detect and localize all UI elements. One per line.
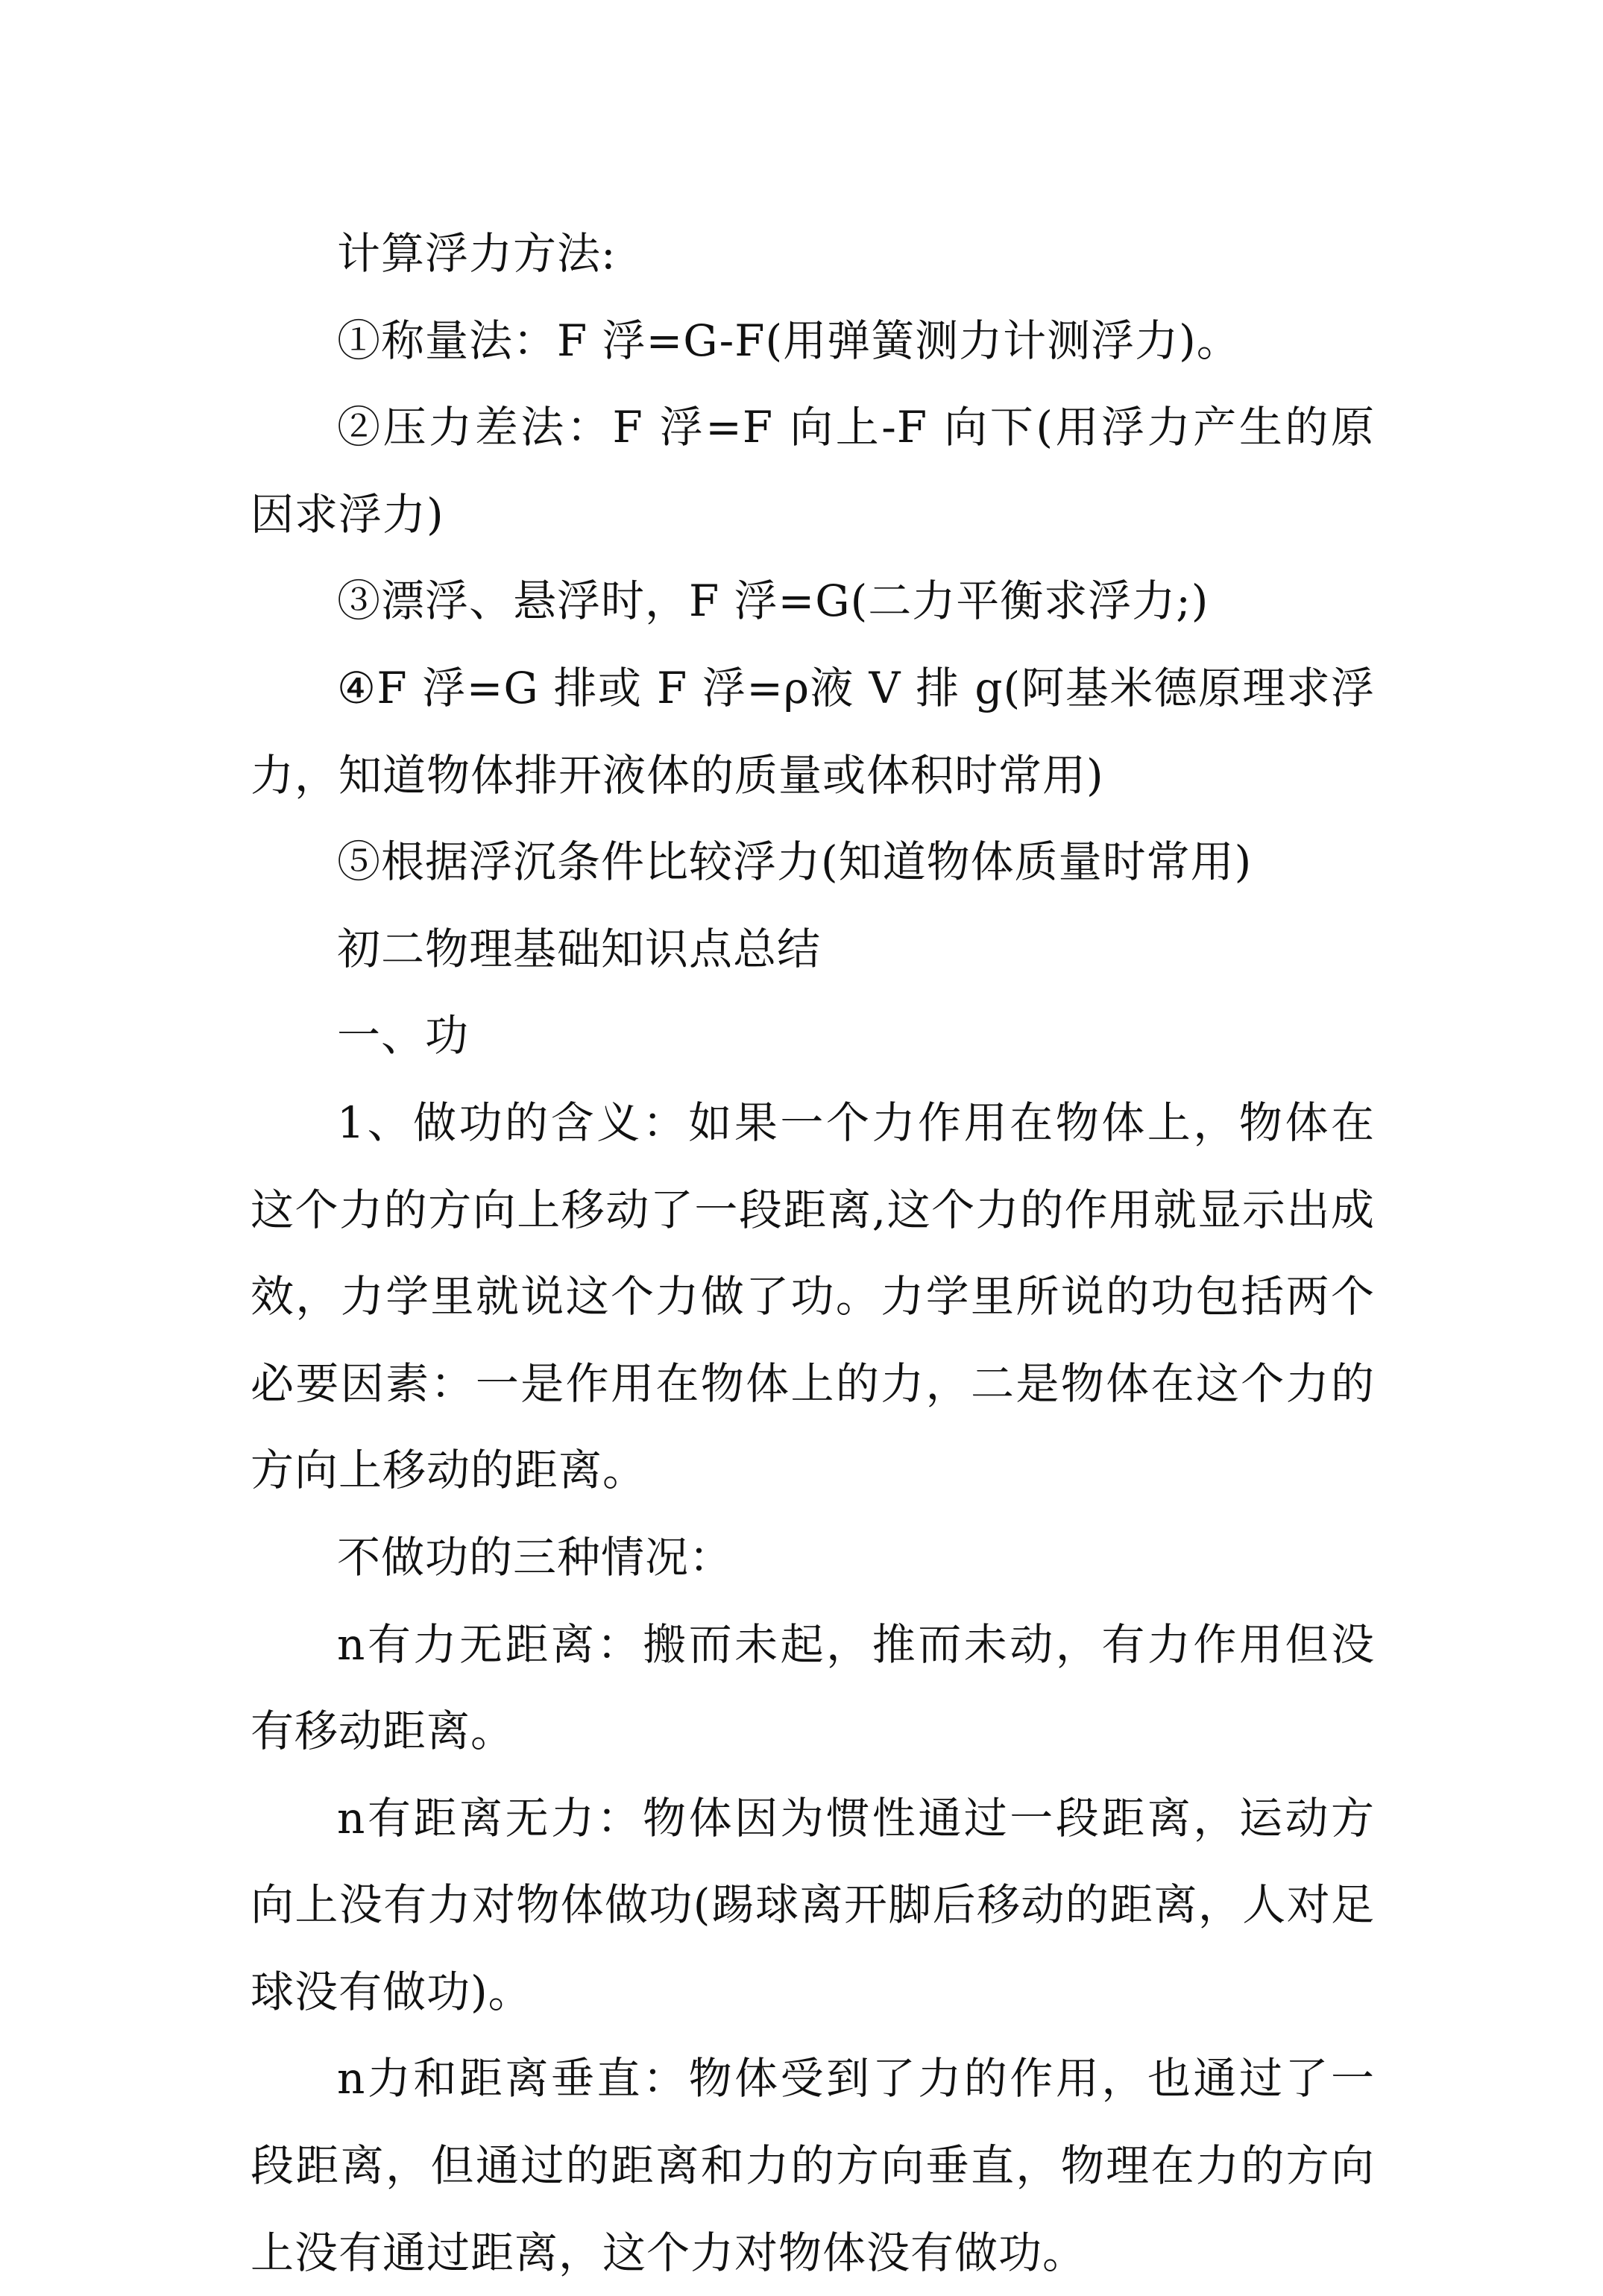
section-heading-work: 一、功: [337, 1010, 470, 1062]
document-body: [251, 210, 1375, 2296]
paragraph-weighing-method: ①称量法：F 浮=G-F(用弹簧测力计测浮力)。: [337, 315, 1241, 366]
paragraph-archimedes-principle: ④F 浮=G 排或 F 浮=ρ液 V 排 g(阿基米德原理求浮力，知道物体排开液体的质量或体积时常用): [251, 662, 1375, 801]
section-title-physics-summary: 初二物理基础知识点总结: [337, 923, 822, 974]
paragraph-floating-suspension: ③漂浮、悬浮时，F 浮=G(二力平衡求浮力;): [337, 575, 1209, 627]
paragraph-distance-without-force: n有距离无力：物体因为惯性通过一段距离，运动方向上没有力对物体做功(踢球离开脚后移动的距离，人对足球没有做功)。: [251, 1792, 1375, 2017]
paragraph-pressure-difference-method: ②压力差法：F 浮=F 向上-F 向下(用浮力产生的原因求浮力): [251, 402, 1375, 540]
paragraph-force-perpendicular-distance: n力和距离垂直：物体受到了力的作用，也通过了一段距离，但通过的距离和力的方向垂直，物理在力的方向上没有通过距离，这个力对物体没有做功。: [251, 2053, 1375, 2278]
paragraph-meaning-of-work: 1、做功的含义：如果一个力作用在物体上，物体在这个力的方向上移动了一段距离,这个力的作用就显示出成效，力学里就说这个力做了功。力学里所说的功包括两个必要因素：一是作用在物体上的力，二是物体在这个力的方向上移动的距离。: [251, 1097, 1375, 1496]
paragraph-sink-float-conditions: ⑤根据浮沉条件比较浮力(知道物体质量时常用): [337, 836, 1253, 888]
paragraph-no-work-cases-heading: 不做功的三种情况：: [337, 1531, 734, 1583]
paragraph-force-without-distance: n有力无距离：搬而未起，推而未动，有力作用但没有移动距离。: [251, 1618, 1375, 1757]
paragraph-buoyancy-methods-heading: 计算浮力方法:: [337, 228, 617, 279]
